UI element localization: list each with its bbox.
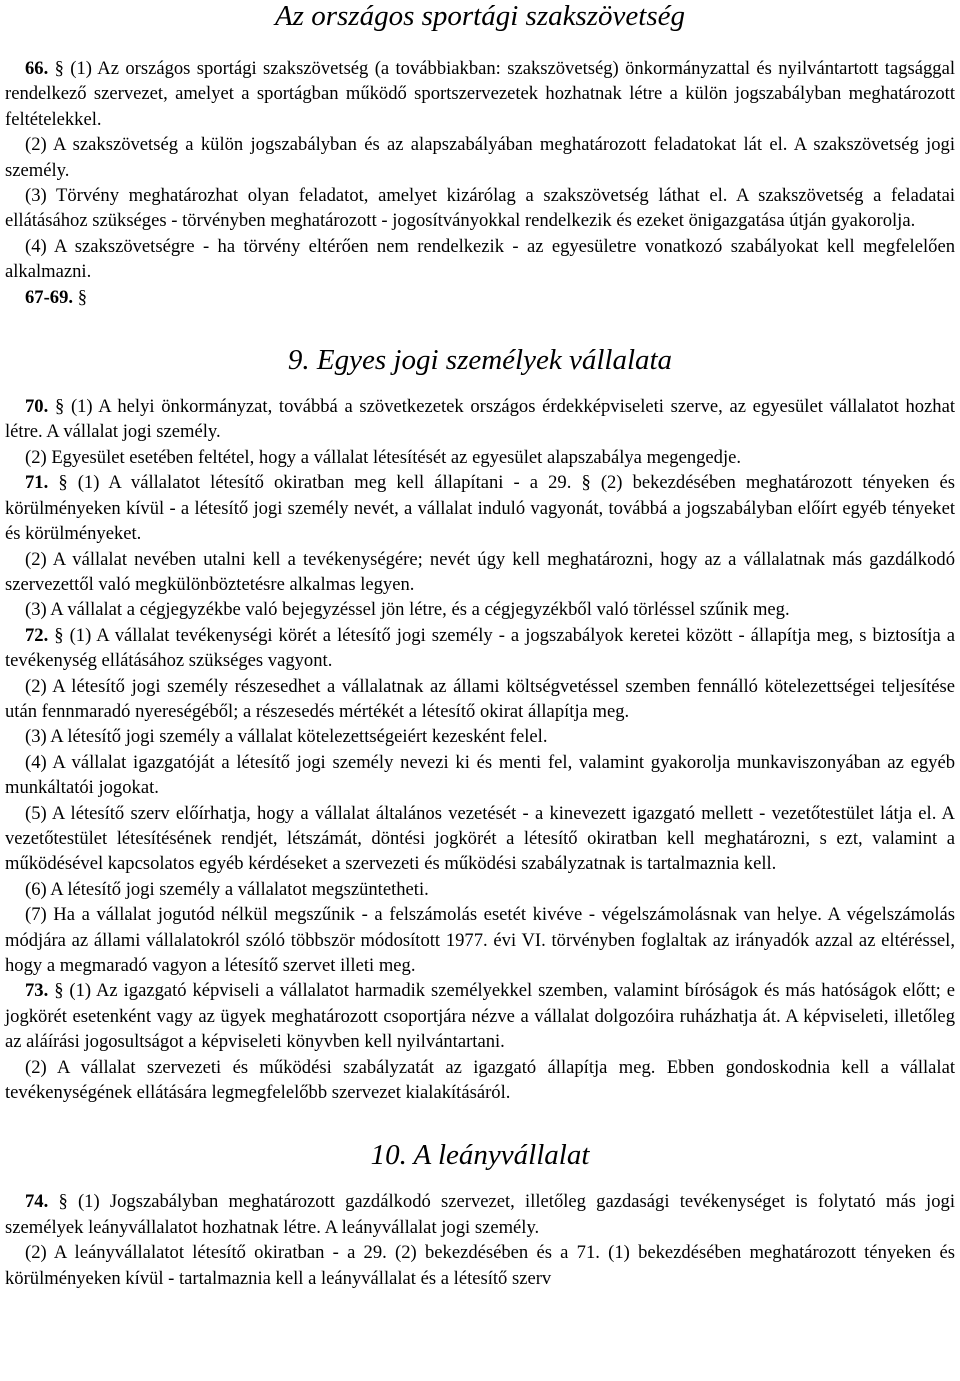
- section-number: 73.: [25, 980, 49, 1002]
- section-number: 70.: [25, 396, 49, 418]
- paragraph-text: § (1) A vállalatot létesítő okiratban meg kell állapítani - a 29. § (2) bekezdésében meghatározott tényeken és körülményeken kívül - a létesítő jogi személy nevét, a vállalat induló vagyonát, továbbá a jogszabályban előírt egyéb tényeket és körülményeket.: [5, 472, 955, 545]
- paragraph-66-3: [5, 183, 955, 234]
- paragraph-text: § (1) A vállalat tevékenységi körét a létesítő jogi személy - a jogszabályok keretei között - állapítja meg, s biztosítja a tevékenység ellátásához szükséges vagyont.: [5, 624, 955, 672]
- paragraph-text: § (1) A helyi önkormányzat, továbbá a szövetkezetek országos érdekképviseleti szerve, az egyesület vállalatot hozhat létre. A vállalat jogi személy.: [5, 396, 956, 443]
- section-number: 66.: [25, 58, 49, 79]
- paragraph-text: (4) A szakszövetségre - ha törvény eltérően nem rendelkezik - az egyesületre vonatkozó szabályokat kell megfelelően alkalmazni.: [5, 235, 955, 283]
- paragraph-text: § (1) Az országos sportági szakszövetség (a továbbiakban: szakszövetség) önkormányzattal és nyilvántartott tagsággal rendelkező szervezet, amelyet a sportágban működő sportszervezetek hozhatnak létre a külön jogszabályban meghatározott feltételekkel.: [5, 58, 956, 130]
- paragraph-72-6: [5, 877, 955, 902]
- paragraph-text: §: [77, 286, 87, 308]
- paragraph-70-1: [5, 394, 955, 445]
- paragraph-74-1: [5, 1189, 955, 1240]
- section-number: 72.: [25, 624, 49, 646]
- section-heading-company: 9. Egyes jogi személyek vállalata: [287, 344, 673, 377]
- paragraph-66-4: [5, 234, 955, 285]
- paragraph-text: (4) A vállalat igazgatóját a létesítő jogi személy nevezi ki és menti fel, valamint gyakorolja munkaviszonyában az egyéb munkáltatói jogokat.: [5, 751, 955, 799]
- paragraph-72-2: [5, 674, 955, 725]
- paragraph-text: (7) Ha a vállalat jogutód nélkül megszűnik - a felszámolás esetét kivéve - végelszámolásnak van helye. A végelszámolás módjára az állami vállalatokról szóló többször módosított 1977. évi VI. törvényben foglaltak az irányadók azzal az eltéréssel, hogy a megmaradó vagyon a létesítő szervet illeti meg.: [5, 904, 955, 976]
- document-page: [5, 0, 955, 1291]
- paragraph-72-5: [5, 801, 955, 877]
- section-number: 67-69.: [25, 286, 74, 308]
- section-heading-sport-federation: Az országos sportági szakszövetség: [274, 0, 686, 32]
- paragraph-66-2: [5, 132, 955, 183]
- paragraph-text: (2) A létesítő jogi személy részesedhet a vállalatnak az állami költségvetéssel szemben fennálló kötelezettségei teljesítése után fennmaradó nyereségéből; a részesedés mértékét a létesítő okirat állapítja meg.: [5, 675, 955, 722]
- paragraph-text: (5) A létesítő szerv előírhatja, hogy a vállalat általános vezetését - a kinevezett igazgató mellett - vezetőtestület látja el. A vezetőtestület létesítésének rendjét, létszámát, döntési jogkörét a létesítő okiratban kell meghatározni, s ezt, valamint a működésével kapcsolatos egyéb kérdéseket a szervezeti és működési szabályzatnak is tartalmaznia kell.: [5, 802, 955, 875]
- section-heading-subsidiary: 10. A leányvállalat: [370, 1139, 590, 1172]
- paragraph-73-1: [5, 978, 955, 1054]
- paragraph-72-3: [5, 724, 955, 749]
- paragraph-text: (2) A szakszövetség a külön jogszabályban és az alapszabályában meghatározott feladatokat lát el. A szakszövetség jogi személy.: [5, 134, 955, 181]
- paragraph-72-4: [5, 750, 955, 801]
- paragraph-text: § (1) Az igazgató képviseli a vállalatot harmadik személyekkel szemben, valamint bíróságok és más hatóságok előtt; e jogkörét esetenként vagy az ügyek meghatározott csoportjára nézve a vállalat dolgozóira ruházhatja át. A képviseleti, illetőleg az aláírási jogosultságot a képviseleti könyvben kell nyilvántartani.: [5, 980, 956, 1053]
- paragraph-text: (2) A leányvállalatot létesítő okiratban - a 29. (2) bekezdésében és a 71. (1) bekezdésében meghatározott tényeken és körülményeken kívül - tartalmaznia kell a leányvállalat és a létesítő szerv: [5, 1242, 955, 1289]
- paragraph-73-2: [5, 1055, 955, 1106]
- paragraph-text: (2) A vállalat szervezeti és működési szabályzatát az igazgató állapítja meg. Ebben gondoskodnia kell a vállalat tevékenységének ellátására legmegfelelőbb szervezet kialakításáról.: [5, 1056, 955, 1104]
- paragraph-71-1: [5, 470, 955, 546]
- paragraph-66-1: [5, 56, 955, 132]
- paragraph-text: § (1) Jogszabályban meghatározott gazdálkodó szervezet, illetőleg gazdasági tevékenységet is folytató más jogi személyek leányvállalatot hozhatnak létre. A leányvállalat jogi személy.: [5, 1191, 955, 1238]
- paragraph-70-2: [5, 445, 955, 470]
- paragraph-text: (6) A létesítő jogi személy a vállalatot megszüntetheti.: [25, 878, 429, 900]
- section-number: 74.: [25, 1191, 49, 1213]
- paragraph-71-3: [5, 597, 955, 622]
- paragraph-74-2: [5, 1240, 955, 1291]
- paragraph-text: (3) A létesítő jogi személy a vállalat kötelezettségeiért kezesként felel.: [25, 726, 548, 748]
- section-number: 71.: [25, 472, 49, 494]
- paragraph-71-2: [5, 547, 955, 598]
- paragraph-72-1: [5, 623, 955, 674]
- paragraph-text: (3) Törvény meghatározhat olyan feladatot, amelyet kizárólag a szakszövetség láthat el. A szakszövetség a feladatai ellátásához szükséges - törvényben meghatározott - jogosítványokkal rendelkezik és ezeket önigazgatása útján gyakorolja.: [5, 185, 955, 232]
- paragraph-72-7: [5, 902, 955, 978]
- paragraph-text: (2) Egyesület esetében feltétel, hogy a vállalat létesítését az egyesület alapszabálya megengedje.: [25, 446, 742, 468]
- paragraph-67-69: [5, 285, 955, 310]
- paragraph-text: (3) A vállalat a cégjegyzékbe való bejegyzéssel jön létre, és a cégjegyzékből való törléssel szűnik meg.: [25, 599, 790, 621]
- paragraph-text: (2) A vállalat nevében utalni kell a tevékenységére; nevét úgy kell meghatározni, hogy az a vállalatnak más gazdálkodó szervezettől való megkülönböztetésre alkalmas legyen.: [5, 548, 955, 595]
